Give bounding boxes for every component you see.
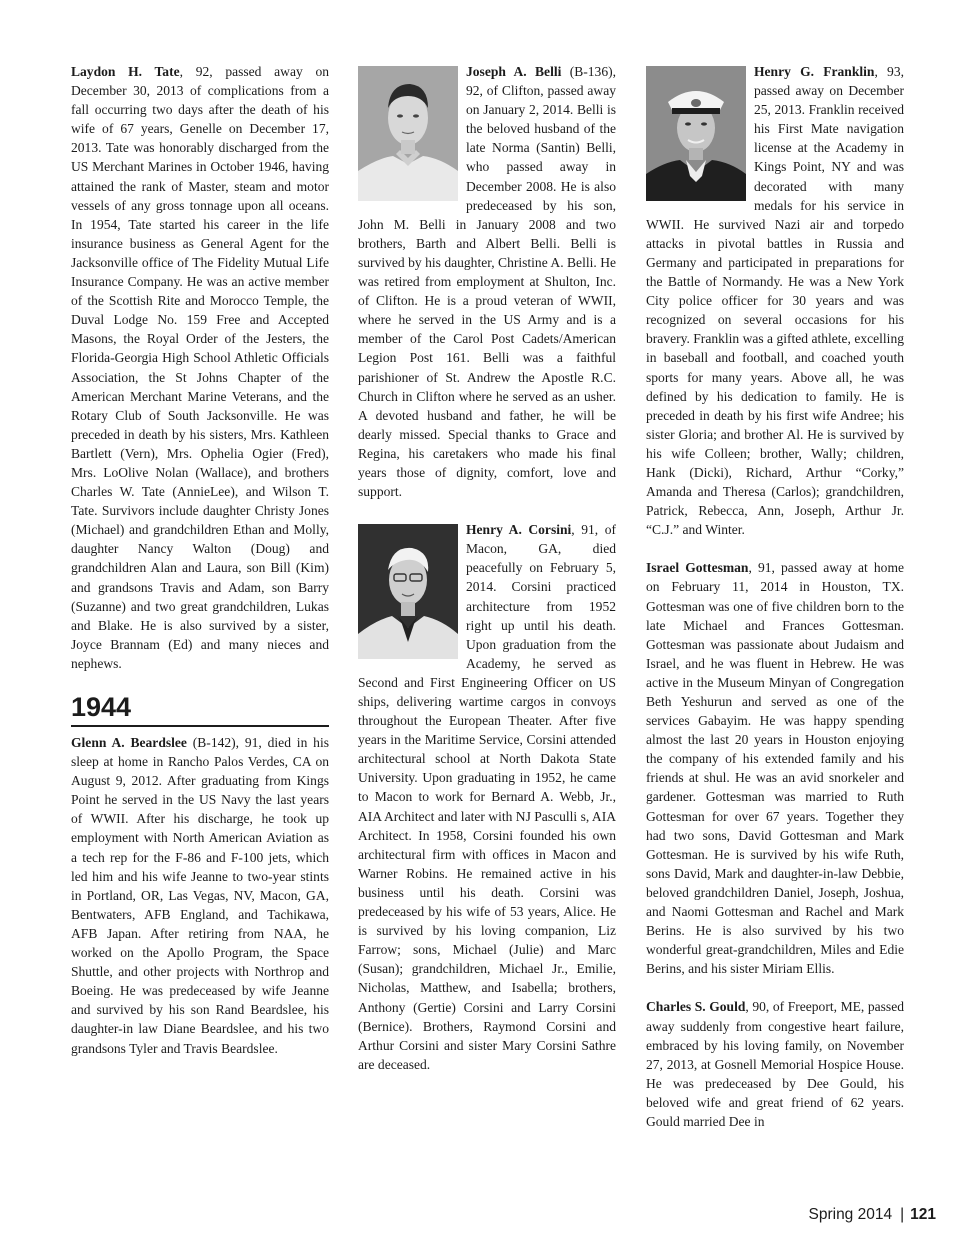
obituary-name: Henry G. Franklin [754, 64, 875, 79]
obituary-text: , 92, passed away on December 30, 2013 of complications from a fall occurring two days after the death of his wife of 67 years, Genelle on December 17, 2013. Tate was honorably discharged from the US Merchant Marines in October 1946, having attained the rank of Master, steam and motor vessels of any gross tonnage upon all oceans. In 1954, Tate started his career in the life insurance business as General Agent for the Jacksonville office of The Fidelity Mutual Life Insurance Company. He was an active member of the Scottish Rite and Morocco Temple, the Duval Lodge No. 159 Free and Accepted Masons, the Royal Order of the Jesters, the Florida-Georgia High School Athletic Officials Association, the St Johns Chapter of the American Merchant Marine Veterans, and the Rotary Club of South Jacksonville. He was preceded in death by his sisters, Mrs. Kathleen Bartlett (Vern), Mrs. Ophelia Ogier (Fred), Mrs. LoOlive Nolan (Wallace), and brothers Charles W. Tate (AnnieLee), and Wilson T. Tate. Survivors include daughter Christy Jones (Michael) and grandchildren Ethan and Molly, daughter Nancy Walton (Doug) and grandchildren Alan and Laura, son Bill (Kim) and grandsons Travis and Adam, son Barry (Suzanne) and two great grandchildren, Lukas and Blake. He is also survived by a sister, Joyce Brannam (Ed) and many nieces and nephews. [71, 64, 329, 671]
obituary-text: (B-136), 92, of Clifton, passed away on January 2, 2014. Belli is the beloved husband of the late Norma (Santin) Belli, who passed away in December 2008. He is also predeceased by his son, John M. Belli in January 2008 and two brothers, Barth and Albert Belli. Belli is survived by his daughter, Christine A. Belli. He was retired from employment at Shulton, Inc. of Clifton. He is a proud veteran of WWII, where he served in the US Army and is a member of the Carol Post Cadets/American Legion Post 161. Belli was a faithful parishioner of St. Andrew the Apostle R.C. Church in Clifton where he served as an usher. A devoted husband and father, he will be dearly missed. Special thanks to Grace and Regina, his caretakers who made his final years those of dignity, comfort, love and support. [358, 64, 617, 500]
obituary-name: Israel Gottesman [646, 560, 749, 576]
column-left [71, 62, 329, 1058]
obituary-text: , 93, passed away on December 25, 2013. Franklin received his First Mate navigation license at the Academy in Kings Point, NY and was decorated with many medals for his service in WWII. He survived Nazi air and torpedo attacks in pivotal battles in Russia and Germany and participated in preparations for the Battle of Normandy. He was a New York City police officer for 30 years and was recognized on several occasions for his bravery. Franklin was a gifted athlete, excelling in baseball and football, and coached youth sports for many years. Above all, he was defined by his dedication to family. He is preceded in death by his first wife Andree; his sister Gloria; and brother Al. He is survived by his wife Colleen; brother, Wally; children, Hank (Dicki), Richard, Arthur “Corky,” Amanda and Theresa (Carlos); grandchildren, Patrick, Rebecca, Ann, Joseph, Arthur Jr. “C.J.” and Winter. [646, 64, 904, 538]
portrait-photo-corsini [358, 524, 458, 659]
portrait-photo-franklin [646, 66, 746, 201]
portrait-photo-belli [358, 66, 458, 201]
obituary-name: Joseph A. Belli [466, 64, 562, 79]
obituary-name: Charles S. Gould [646, 999, 746, 1015]
obituary-text: (B-142), 91, died in his sleep at home in Rancho Palos Verdes, CA on August 9, 2012. After graduating from Kings Point he served in the US Navy the last years of WWII. After his discharge, he took up employment with North American Aviation as a tech rep for the F-86 and F-100 jets, which led him and his wife Jeanne to two-year stints in Portland, OR, Las Vegas, NV, Macon, GA, Bentwaters, AFB England, and Tachikawa, AFB Japan. After retiring from NAA, he worked on the Apollo Program, the Space Shuttle, and other projects with Northrop and Boeing. He was predeceased by wife Jeanne and survived by his son Rand Beardslee, his daughter-in law Diane Beardslee, and his two grandsons Tyler and Travis Beardslee. [71, 735, 329, 1056]
obituary-beardslee [71, 733, 329, 1058]
obituary-name: Glenn A. Beardslee [71, 735, 187, 750]
obituary-name: Henry A. Corsini [466, 522, 572, 538]
obituary-franklin [646, 62, 904, 539]
column-middle [358, 62, 616, 1074]
column-right [646, 62, 904, 1131]
obituary-text: , 90, of Freeport, ME, passed away suddenly from congestive heart failure, embraced by his loving family, on November 27, 2013, at Gosnell Memorial Hospice House. He was predeceased by Dee Gould, his beloved wife and great friend of 62 years. Gould married Dee in [646, 999, 904, 1129]
obituary-text: , 91, passed away at home on February 11, 2014 in Houston, TX. Gottesman was one of five children born to the late Michael and Frances Gottesman. Gottesman was passionate about Judaism and Israel, and he was fluent in Hebrew. He was active in the Museum Minyan of Congregation Beth Yeshurun and served as one of the services Gabayim. He was happy spending almost the last 20 years in Houston enjoying the company of his extended family and his friends at shul. He was an avid snorkeler and gardener. Gottesman was married to Ruth Gottesman for over 67 years. Together they had two sons, David Gottesman and Mark Gottesman. He is survived by his wife Ruth, sons David, Mark and daughter-in-law Debbie, beloved grandchildren Daniel, Joseph, Joshua, and Naomi Gottesman and Rachel and Mark Berins. He is also survived by his two wonderful great-grandchildren, Miles and Edie Berins, and his sister Miriam Ellis. [646, 560, 904, 977]
obituary-belli [358, 62, 616, 501]
issue-label: Spring 2014 [808, 1206, 893, 1223]
class-year-heading: 1944 [71, 691, 329, 727]
obituary-gould [646, 997, 904, 1131]
obituary-tate [71, 62, 329, 673]
page-number: 121 [910, 1206, 936, 1223]
obituary-name: Laydon H. Tate [71, 64, 180, 79]
obituary-text: , 91, of Macon, GA, died peacefully on February 5, 2014. Corsini practiced architecture from 1952 right up until his death. Upon graduation from the Academy, he served as Second and First Engineering Officer on US ships, delivering wartime cargos in convoys throughout the European Theater. After five years in the Maritime Service, Corsini attended architectural school at North Dakota State University. Upon graduating in 1952, he came to Macon to work for Bernard A. Webb, Jr., AIA Architect and later with NJ Pasculli s, AIA Architect. In 1958, Corsini founded his own architectural firm with offices in Macon and Warner Robins. He remained active in his business until his death. Corsini was predeceased by his wife of 53 years, Alice. He is survived by his loving companion, Liz Farrow; sons, Michael (Julie) and Marc (Susan); grandchildren, Michael Jr., Emilie, Nicholas, Matthew, and Isabella; brothers, Anthony (Gertie) Corsini and Larry Corsini (Bernice). Brothers, Raymond Corsini and Arthur Corsini and sister Mary Corsini Sathre are deceased. [358, 522, 616, 1072]
page-footer [809, 1206, 937, 1224]
footer-separator: | [900, 1206, 905, 1223]
obituary-gottesman [646, 558, 904, 978]
obituary-corsini [358, 520, 616, 1074]
